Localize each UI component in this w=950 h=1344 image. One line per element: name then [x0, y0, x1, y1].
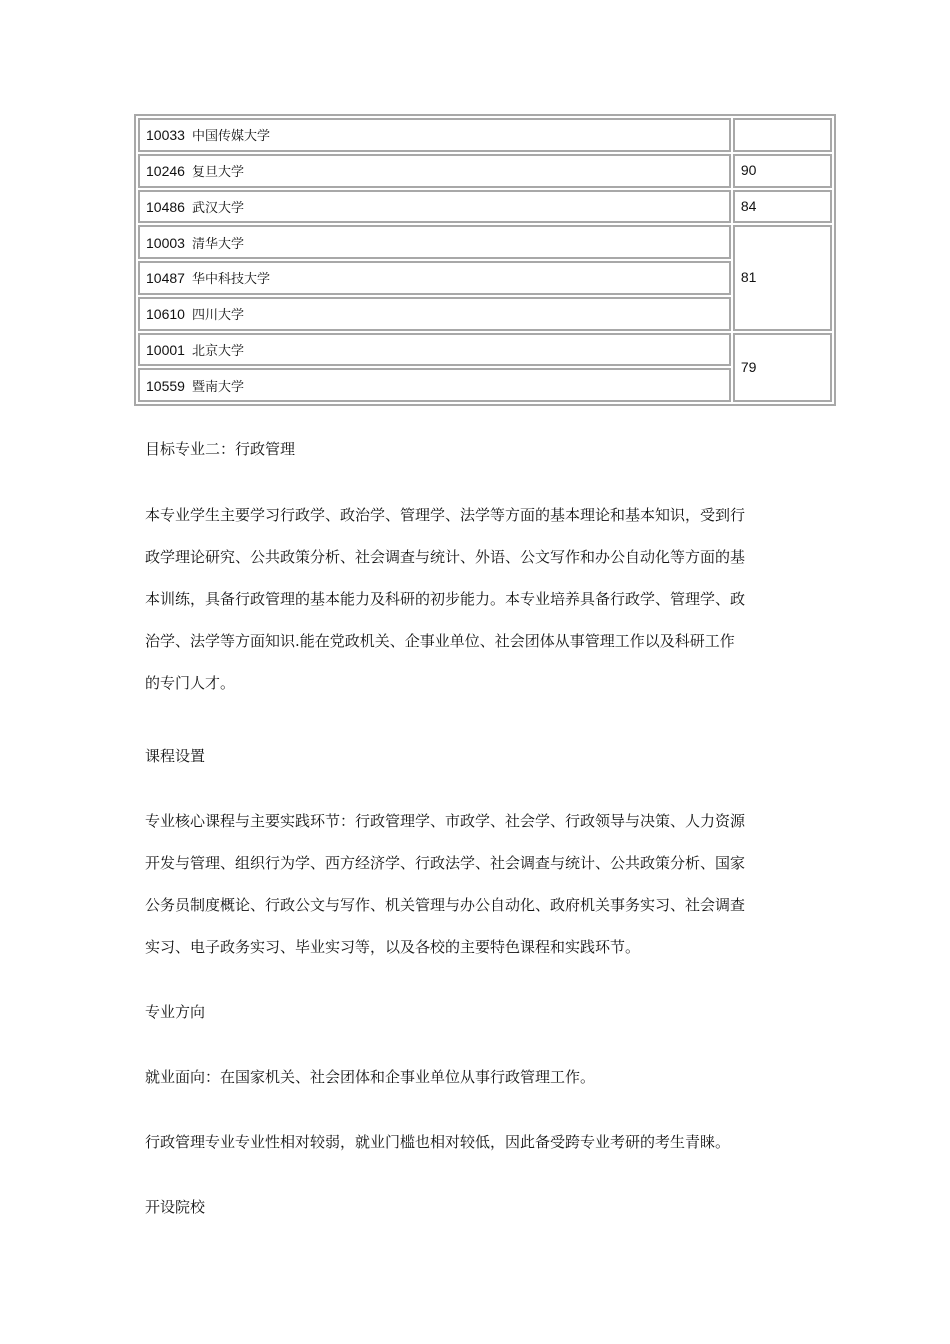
major-intro-paragraph: [145, 494, 815, 704]
courses-line: 公务员制度概论、行政公文与写作、机关管理与办公自动化、政府机关事务实习、社会调查: [145, 896, 746, 914]
university-name: 北京大学: [191, 343, 244, 359]
direction-heading: 专业方向: [145, 1003, 206, 1021]
courses-paragraph: [145, 800, 815, 968]
score-cell: [733, 225, 832, 330]
university-code: 10610: [146, 306, 185, 323]
university-cell: [138, 261, 731, 295]
university-name: 暨南大学: [191, 379, 244, 395]
intro-line: 本训练，具备行政管理的基本能力及科研的初步能力。本专业培养具备行政学、管理学、政: [145, 590, 746, 608]
schools-heading: 开设院校: [145, 1198, 206, 1216]
table-row: [138, 261, 832, 295]
university-code: 10001: [146, 341, 185, 358]
university-cell: [138, 368, 731, 402]
score-cell: [733, 333, 832, 403]
university-code: 10033: [146, 127, 185, 144]
score-cell: [733, 190, 832, 224]
courses-heading: 课程设置: [145, 747, 206, 765]
university-code: 10486: [146, 198, 185, 215]
intro-line: 本专业学生主要学习行政学、政治学、管理学、法学等方面的基本理论和基本知识，受到行: [145, 506, 746, 524]
table-row: [138, 154, 832, 188]
major-title: 目标专业二：行政管理: [145, 440, 296, 458]
university-code: 10003: [146, 234, 185, 251]
university-ranking-table: [134, 114, 836, 406]
table-row: [138, 225, 832, 259]
university-cell: [138, 118, 731, 152]
table-row: [138, 118, 832, 152]
score-value: 81: [740, 269, 757, 286]
courses-line: 开发与管理、组织行为学、西方经济学、行政法学、社会调查与统计、公共政策分析、国家: [145, 854, 746, 872]
university-cell: [138, 154, 731, 188]
note-text: 行政管理专业专业性相对较弱，就业门槛也相对较低，因此备受跨专业考研的考生青睐。: [145, 1133, 731, 1151]
intro-line: 政学理论研究、公共政策分析、社会调查与统计、外语、公文写作和办公自动化等方面的基: [145, 548, 746, 566]
university-name: 清华大学: [191, 236, 244, 252]
table-row: [138, 297, 832, 331]
table-row: [138, 333, 832, 367]
university-code: 10487: [146, 270, 185, 287]
table-row: [138, 190, 832, 224]
university-name: 中国传媒大学: [191, 129, 270, 145]
university-name: 华中科技大学: [191, 272, 270, 288]
score-value: 79: [740, 358, 757, 375]
score-value: 84: [740, 197, 757, 214]
intro-line: 治学、法学等方面知识.能在党政机关、企事业单位、社会团体从事管理工作以及科研工作: [145, 632, 735, 650]
courses-line: 专业核心课程与主要实践环节：行政管理学、市政学、社会学、行政领导与决策、人力资源: [145, 812, 746, 830]
university-cell: [138, 333, 731, 367]
university-code: 10246: [146, 163, 185, 180]
university-cell: [138, 190, 731, 224]
university-name: 复旦大学: [191, 165, 244, 181]
university-cell: [138, 297, 731, 331]
university-code: 10559: [146, 377, 185, 394]
employment-text: 就业面向：在国家机关、社会团体和企事业单位从事行政管理工作。: [145, 1068, 596, 1086]
university-cell: [138, 225, 731, 259]
score-cell: [733, 118, 832, 152]
university-name: 武汉大学: [191, 200, 244, 216]
courses-line: 实习、电子政务实习、毕业实习等，以及各校的主要特色课程和实践环节。: [145, 938, 641, 956]
score-cell: [733, 154, 832, 188]
score-value: 90: [740, 162, 757, 179]
intro-line: 的专门人才。: [145, 674, 236, 692]
table-row: [138, 368, 832, 402]
university-name: 四川大学: [191, 308, 244, 324]
